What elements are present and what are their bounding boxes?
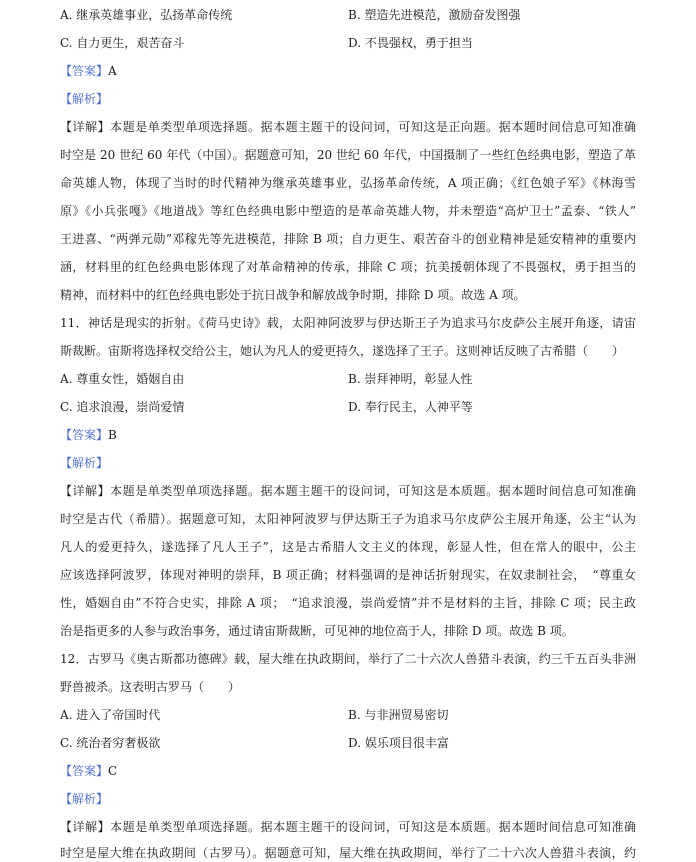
answer-tag: 【答案】 [60, 428, 109, 442]
q11-stem-line-1: 11．神话是现实的折射。《荷马史诗》载，太阳神阿波罗与伊达斯王子为追求马尔皮萨公主展开角逐，请宙 [60, 316, 636, 330]
q12-option-c: C. 统治者穷奢极欲 [60, 736, 161, 750]
q12-detail-line-1: 【详解】本题是单类型单项选择题。据本题主题干的设问词，可知这是本质题。据本题时间信息可知准确 [60, 820, 636, 834]
q12-stem-line-2: 野兽被杀。这表明古罗马（ ） [60, 680, 241, 694]
q11-option-c: C. 追求浪漫，崇尚爱情 [60, 400, 185, 414]
q12-stem-line-1: 12．古罗马《奥古斯都功德碑》载，屋大维在执政期间，举行了二十六次人兽猎斗表演，约三千五百头非洲 [60, 652, 636, 666]
q12-option-a: A. 进入了帝国时代 [60, 708, 161, 722]
q11-detail-line-2: 时空是古代（希腊）。据题意可知，太阳神阿波罗与伊达斯王子为追求马尔皮萨公主展开角逐，公主“认为 [60, 512, 636, 526]
detail-tag: 【详解】 [60, 820, 111, 834]
q10-detail-line-2: 时空是 20 世纪 60 年代（中国）。据题意可知，20 世纪 60 年代，中国摄制了一些红色经典电影，塑造了革 [60, 148, 636, 162]
q11-answer [60, 426, 636, 444]
q10-detail-line-7: 精神，而材料中的红色经典电影处于抗日战争和解放战争时期，排除 D 项。故选 A 项。 [60, 288, 526, 302]
q10-option-a: A. 继承英雄事业，弘扬革命传统 [60, 8, 233, 22]
q12-detail-line-2: 时空是屋大维在执政期间（古罗马）。据题意可知，屋大维在执政期间，举行了二十六次人兽猎斗表演，约 [60, 846, 636, 860]
q11-stem-line-2: 斯裁断。宙斯将选择权交给公主，她认为凡人的爱更持久，遂选择了王子。这则神话反映了古希腊（ ） [60, 344, 625, 358]
q12-answer [60, 762, 636, 780]
q11-detail-line-5: 性，婚姻自由”不符合史实，排除 A 项； “追求浪漫，崇尚爱情”并不是材料的主旨，排除 C 项；民主政 [60, 596, 636, 610]
q11-detail-line-6: 治是指更多的人参与政治事务，通过请宙斯裁断，可见神的地位高于人，排除 D 项。故选 B 项。 [60, 624, 574, 638]
q11-option-b: B. 崇拜神明，彰显人性 [348, 372, 473, 386]
q10-option-d: D. 不畏强权，勇于担当 [348, 36, 473, 50]
q10-answer [60, 62, 636, 80]
answer-value: B [108, 428, 117, 442]
q12-analysis-heading [60, 790, 636, 808]
q11-option-a: A. 尊重女性，婚姻自由 [60, 372, 185, 386]
q12-option-b: B. 与非洲贸易密切 [348, 708, 449, 722]
q10-detail-line-5: 王进喜、“两弹元勋”邓稼先等先进模范，排除 B 项；自力更生、艰苦奋斗的创业精神是延安精神的重要内 [60, 232, 636, 246]
q12-option-d: D. 娱乐项目很丰富 [348, 736, 449, 750]
q11-analysis-heading [60, 454, 636, 472]
analysis-tag: 【解析】 [60, 456, 109, 470]
q10-detail-line-4: 原》《小兵张嘎》《地道战》等红色经典电影中塑造的是革命英雄人物，并未塑造“高炉卫士”孟泰、“铁人” [60, 204, 636, 218]
q10-option-b: B. 塑造先进模范，激励奋发图强 [348, 8, 521, 22]
detail-tag: 【详解】 [60, 120, 111, 134]
q11-detail-line-1: 【详解】本题是单类型单项选择题。据本题主题干的设问词，可知这是本质题。据本题时间信息可知准确 [60, 484, 636, 498]
answer-value: C [108, 764, 118, 778]
analysis-tag: 【解析】 [60, 792, 109, 806]
q10-analysis-heading [60, 90, 636, 108]
q10-detail-line-6: 涵，材料里的红色经典电影体现了对革命精神的传承，排除 C 项；抗美援朝体现了不畏强权，勇于担当的 [60, 260, 636, 274]
q10-detail-line-3: 命英雄人物，体现了当时的时代精神为继承英雄事业，弘扬革命传统，A 项正确；《红色娘子军》《林海雪 [60, 176, 636, 190]
analysis-tag: 【解析】 [60, 92, 109, 106]
answer-tag: 【答案】 [60, 64, 109, 78]
answer-value: A [108, 64, 117, 78]
detail-tag: 【详解】 [60, 484, 111, 498]
answer-tag: 【答案】 [60, 764, 109, 778]
q10-detail-line-1: 【详解】本题是单类型单项选择题。据本题主题干的设问词，可知这是正向题。据本题时间信息可知准确 [60, 120, 636, 134]
q11-option-d: D. 奉行民主，人神平等 [348, 400, 473, 414]
q11-detail-line-3: 凡人的爱更持久，遂选择了凡人王子”，这是古希腊人文主义的体现，彰显人性，但在常人的眼中，公主 [60, 540, 636, 554]
q11-detail-line-4: 应该选择阿波罗，体现对神明的崇拜，B 项正确；材料强调的是神话折射现实，在奴隶制社会， “尊重女 [60, 568, 636, 582]
q10-option-c: C. 自力更生，艰苦奋斗 [60, 36, 185, 50]
